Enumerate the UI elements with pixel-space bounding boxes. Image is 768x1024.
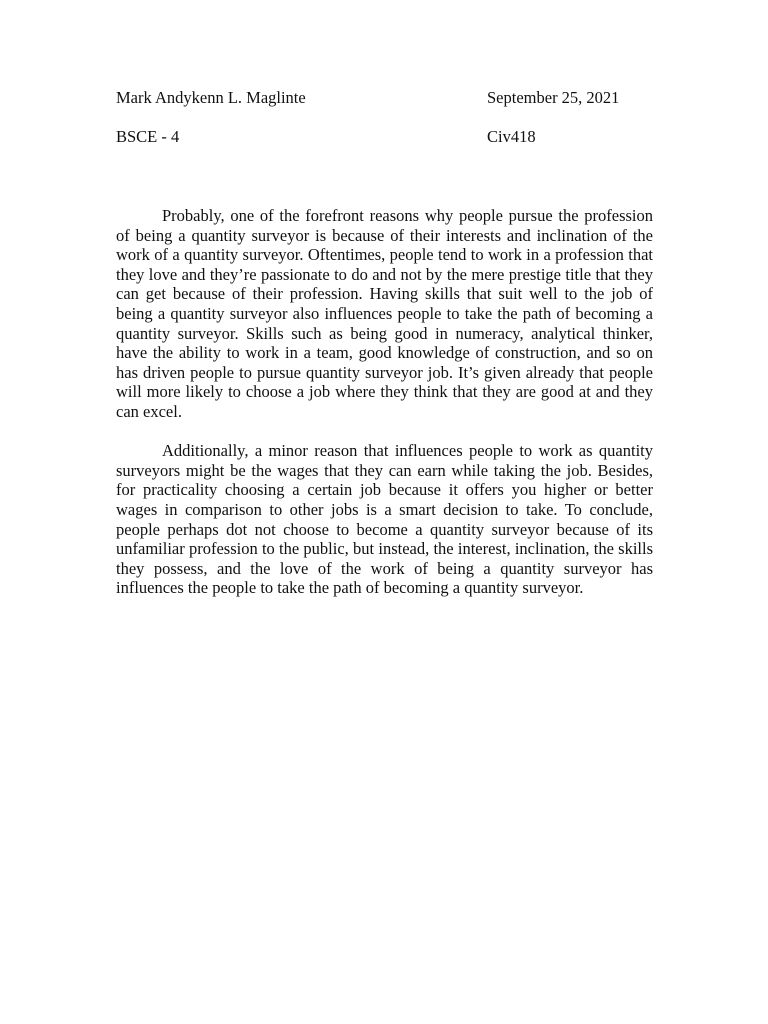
program-label: BSCE - 4 [116,127,180,146]
author-name: Mark Andykenn L. Maglinte [116,88,306,107]
paragraph-1: Probably, one of the forefront reasons why people pursue the profession of being a quantity surveyor is because of their interests and inclination of the work of a quantity surveyor. Oftentimes, people tend to work in a profession that they love and they’re passionate to do and not by the mere prestige title that they can get because of their profession. Having skills that suit well to the job of being a quantity surveyor also influences people to take the path of becoming a quantity surveyor. Skills such as being good in numeracy, analytical thinker, have the ability to work in a team, good knowledge of construction, and so on has driven people to pursue quantity surveyor job. It’s given already that people will more likely to choose a job where they think that they are good at and they can excel. [116,206,653,421]
course-code: Civ418 [487,127,536,146]
essay-body [116,206,653,617]
document-date: September 25, 2021 [487,88,620,107]
paragraph-2: Additionally, a minor reason that influences people to work as quantity surveyors might be the wages that they can earn while taking the job. Besides, for practicality choosing a certain job because it offers you higher or better wages in comparison to other jobs is a smart decision to take. To conclude, people perhaps dot not choose to become a quantity surveyor because of its unfamiliar profession to the public, but instead, the interest, inclination, the skills they possess, and the love of the work of being a quantity surveyor has influences the people to take the path of becoming a quantity surveyor. [116,441,653,598]
